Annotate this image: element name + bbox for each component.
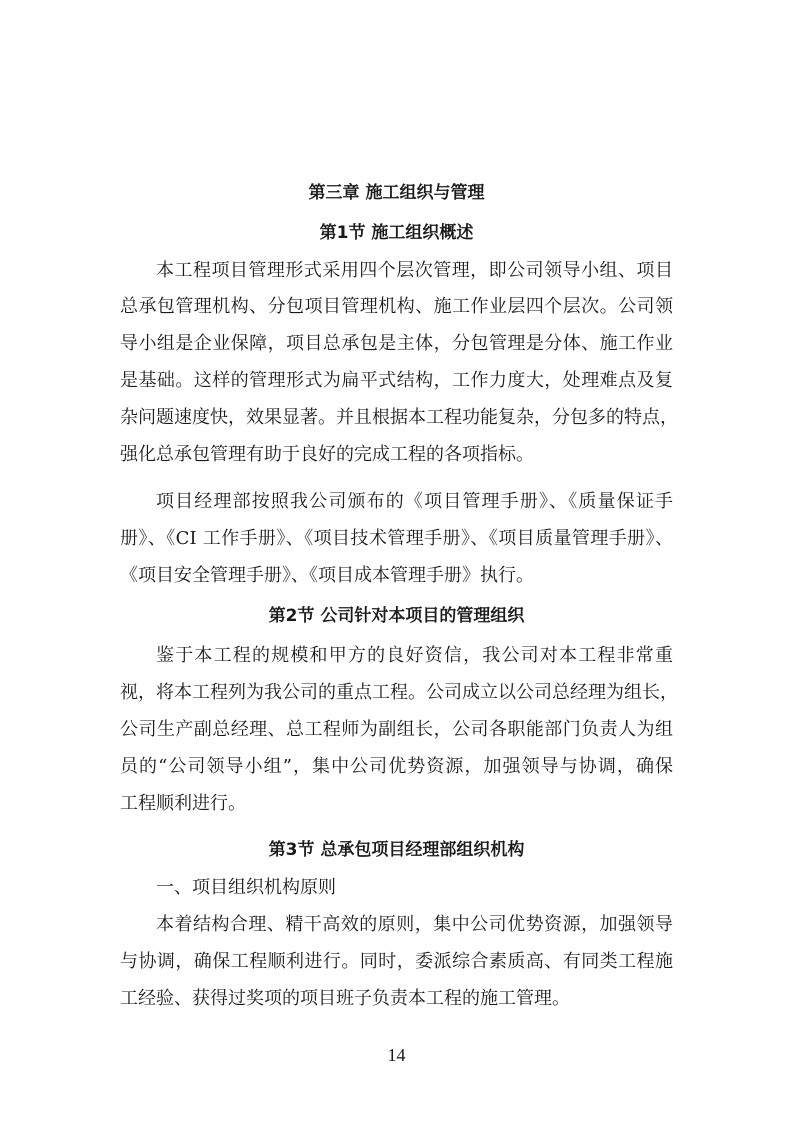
section-2-para-1-line-4: 员的“公司领导小组”，集中公司优势资源，加强领导与协调，确保 — [120, 756, 673, 777]
section-1-para-1-line-3: 导小组是企业保障，项目总承包是主体，分包管理是分体、施工作业 — [120, 333, 673, 354]
page-number: 14 — [387, 1045, 406, 1065]
section-3-para-1-line-3: 工经验、获得过奖项的项目班子负责本工程的施工管理。 — [120, 988, 570, 1009]
section-1-para-1-line-2: 总承包管理机构、分包项目管理机构、施工作业层四个层次。公司领 — [120, 296, 673, 317]
section-2-para-1-line-3: 公司生产副总经理、总工程师为副组长，公司各职能部门负责人为组 — [120, 719, 673, 740]
section-3-title: 第3节 总承包项目经理部组织机构 — [268, 840, 525, 860]
section-2-title: 第2节 公司针对本项目的管理组织 — [268, 606, 525, 626]
section-1-title: 第1节 施工组织概述 — [319, 223, 474, 243]
section-1-para-2-line-3: 《项目安全管理手册》、《项目成本管理手册》执行。 — [120, 565, 534, 586]
chapter-title: 第三章 施工组织与管理 — [308, 183, 485, 203]
section-1-para-1-line-6: 强化总承包管理有助于良好的完成工程的各项指标。 — [120, 444, 534, 465]
section-1-para-1-line-4: 是基础。这样的管理形式为扁平式结构，工作力度大，处理难点及复 — [120, 370, 673, 391]
section-1-para-1-line-1: 本工程项目管理形式采用四个层次管理，即公司领导小组、项目 — [156, 260, 673, 281]
section-2-para-1-line-5: 工程顺利进行。 — [120, 793, 246, 814]
section-1-para-1-line-5: 杂问题速度快，效果显著。并且根据本工程功能复杂，分包多的特点， — [120, 407, 678, 428]
section-2-para-1-line-2: 视，将本工程列为我公司的重点工程。公司成立以公司总经理为组长， — [120, 682, 678, 703]
section-1-para-2-line-1: 项目经理部按照我公司颁布的《项目管理手册》、《质量保证手 — [156, 491, 673, 512]
section-2-para-1-line-1: 鉴于本工程的规模和甲方的良好资信，我公司对本工程非常重 — [156, 645, 673, 666]
section-3-subheading: 一、项目组织机构原则 — [156, 877, 336, 898]
section-3-para-1-line-1: 本着结构合理、精干高效的原则，集中公司优势资源，加强领导 — [156, 914, 673, 935]
section-3-para-1-line-2: 与协调，确保工程顺利进行。同时，委派综合素质高、有同类工程施 — [120, 951, 673, 972]
section-1-para-2-line-2: 册》、《CI 工作手册》、《项目技术管理手册》、《项目质量管理手册》、 — [120, 528, 673, 549]
